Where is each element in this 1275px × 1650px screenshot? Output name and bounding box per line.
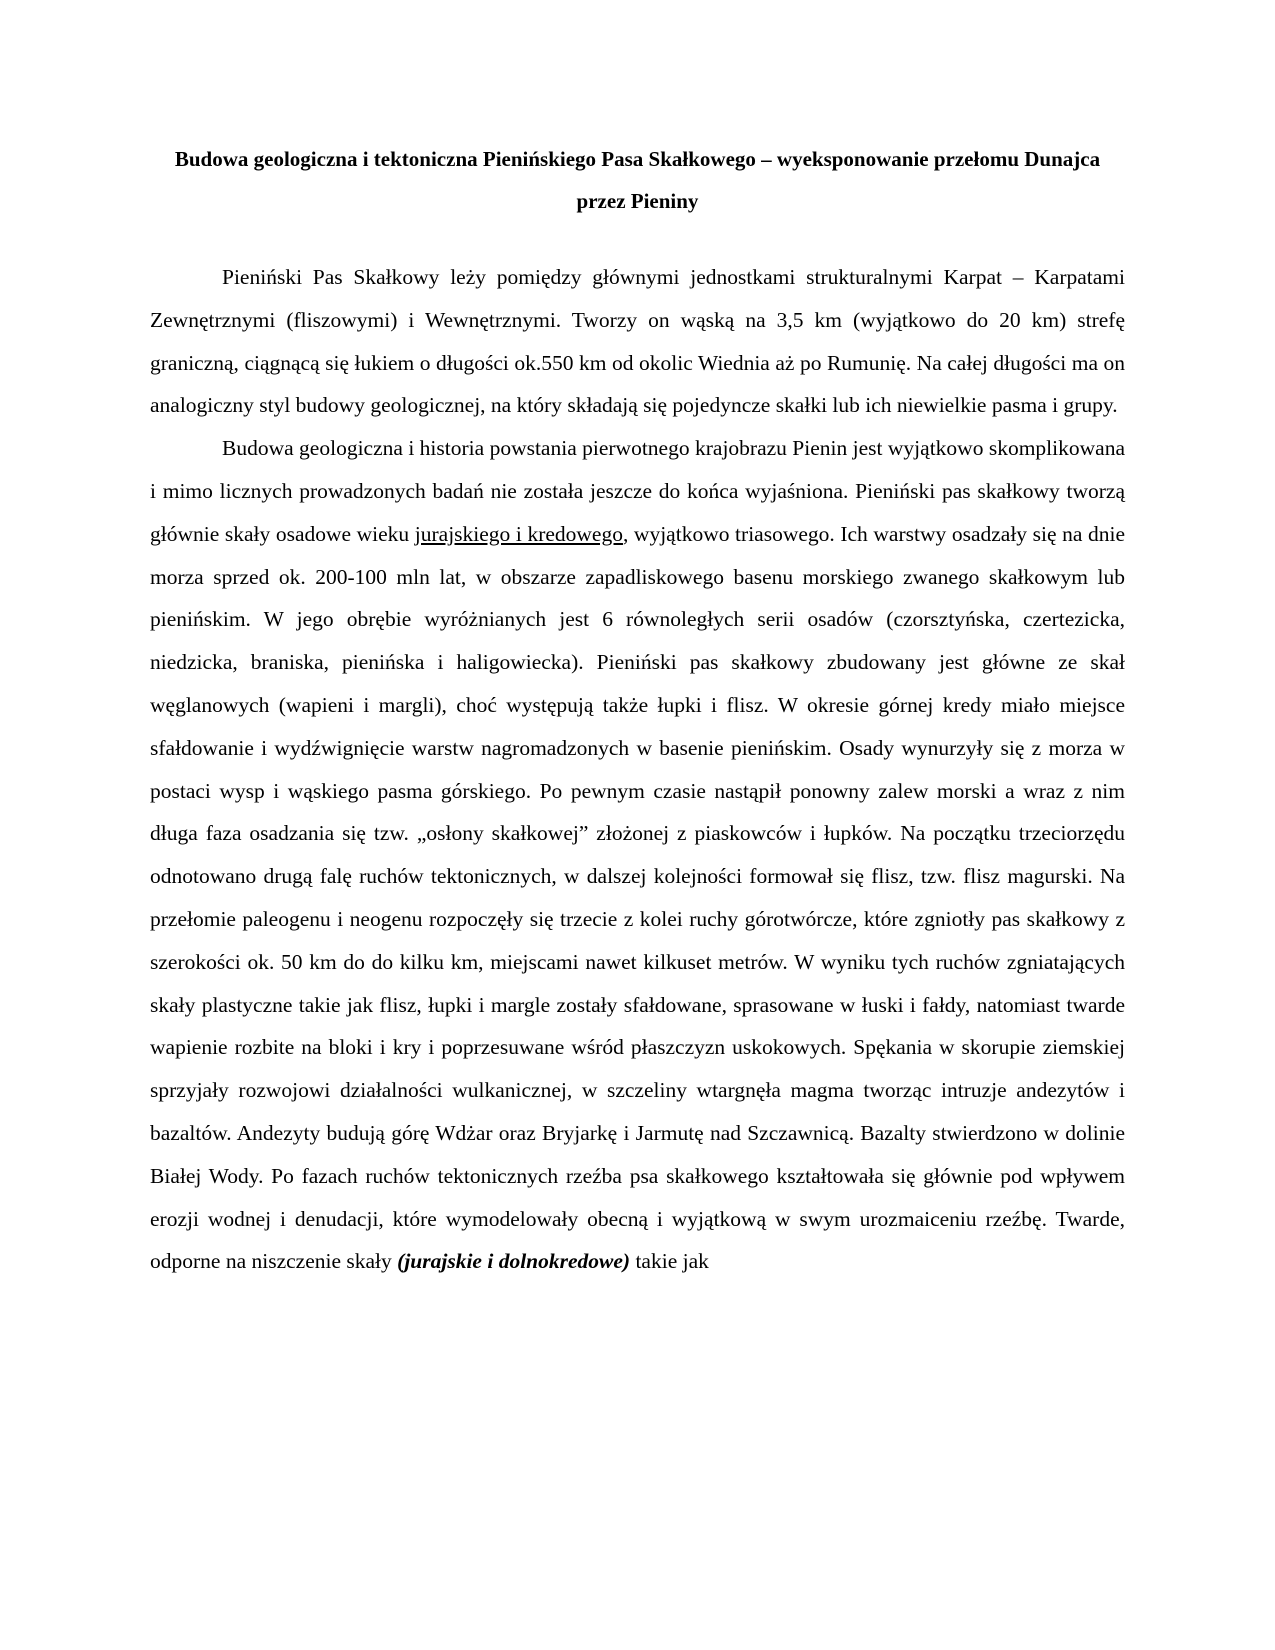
document-title: Budowa geologiczna i tektoniczna Pienińskiego Pasa Skałkowego – wyeksponowanie przełomu Dunajca przez Pieniny	[174, 147, 1101, 213]
paragraph-2-text-a: Budowa geologiczna i historia powstania pierwotnego krajobrazu Pienin jest wyjątkowo skomplikowana i mimo licznych prowadzonych badań nie została jeszcze do końca wyjaśniona. Pieniński pas skałkowy tworzą głównie skały osadowe wieku	[150, 436, 1125, 546]
paragraph-2	[150, 427, 1125, 1283]
paragraph-2-text-b: , wyjątkowo triasowego. Ich warstwy osadzały się na dnie morza sprzed ok. 200-100 mln lat, w obszarze zapadliskowego basenu morskiego zwanego skałkowym lub pienińskim. W jego obrębie wyróżnianych jest 6 równoległych serii osadów (czorsztyńska, czertezicka, niedzicka, braniska, pienińska i haligowiecka). Pieniński pas skałkowy zbudowany jest główne ze skał węglanowych (wapieni i margli), choć występują także łupki i flisz. W okresie górnej kredy miało miejsce sfałdowanie i wydźwignięcie warstw nagromadzonych w basenie pienińskim. Osady wynurzyły się z morza w postaci wysp i wąskiego pasma górskiego. Po pewnym czasie nastąpił ponowny zalew morski a wraz z nim długa faza osadzania się tzw. „osłony skałkowej” złożonej z piaskowców i łupków. Na początku trzeciorzędu odnotowano drugą falę ruchów tektonicznych, w dalszej kolejności formował się flisz, tzw. flisz magurski. Na przełomie paleogenu i neogenu rozpoczęły się trzecie z kolei ruchy górotwórcze, które zgniotły pas skałkowy z szerokości ok. 50 km do do kilku km, miejscami nawet kilkuset metrów. W wyniku tych ruchów zgniatających skały plastyczne takie jak flisz, łupki i margle zostały sfałdowane, sprasowane w łuski i fałdy, natomiast twarde wapienie rozbite na bloki i kry i poprzesuwane wśród płaszczyzn uskokowych. Spękania w skorupie ziemskiej sprzyjały rozwojowi działalności wulkanicznej, w szczeliny wtargnęła magma tworząc intruzje andezytów i bazaltów. Andezyty budują górę Wdżar oraz Bryjarkę i Jarmutę nad Szczawnicą. Bazalty stwierdzono w dolinie Białej Wody. Po fazach ruchów tektonicznych rzeźba psa skałkowego kształtowała się głównie pod wpływem erozji wodnej i denudacji, które wymodelowały obecną i wyjątkową w swym urozmaiceniu rzeźbę. Twarde, odporne na niszczenie skały	[150, 521, 1125, 1274]
paragraph-2-text-c: takie jak	[630, 1249, 709, 1274]
paragraph-1: Pieniński Pas Skałkowy leży pomiędzy głównymi jednostkami strukturalnymi Karpat – Karpatami Zewnętrznymi (fliszowymi) i Wewnętrznymi. Tworzy on wąską na 3,5 km (wyjątkowo do 20 km) strefę graniczną, ciągnącą się łukiem o długości ok.550 km od okolic Wiednia aż po Rumunię. Na całej długości ma on analogiczny styl budowy geologicznej, na który składają się pojedyncze skałki lub ich niewielkie pasma i grupy.	[150, 265, 1125, 418]
underlined-phrase: jurajskiego i kredowego	[414, 521, 623, 546]
emphasized-phrase: (jurajskie i dolnokredowe)	[397, 1249, 631, 1274]
document-body	[150, 256, 1125, 1283]
